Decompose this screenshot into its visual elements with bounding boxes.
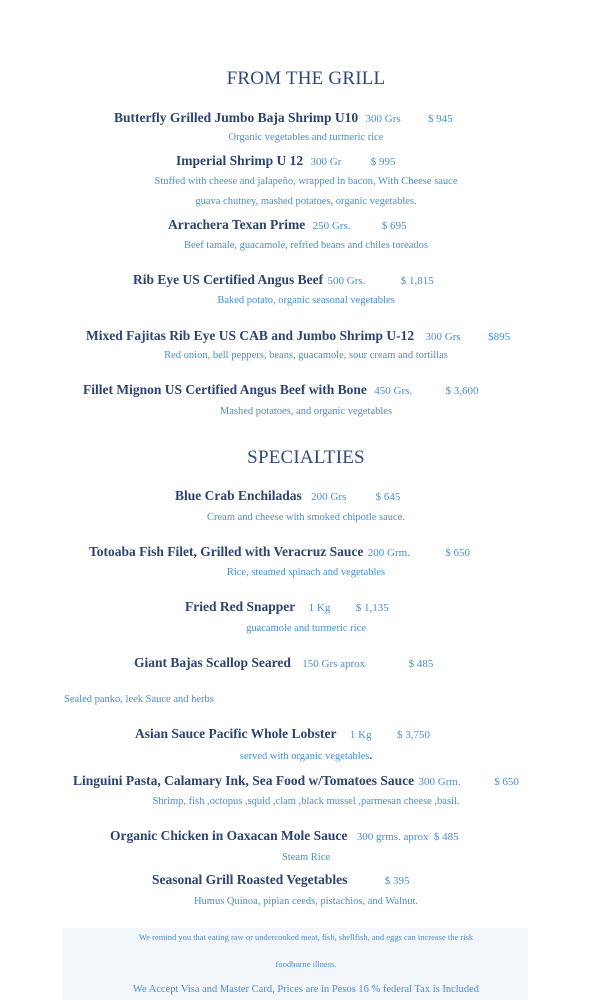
menu-item-grill-4 [86, 328, 510, 344]
item-weight: 300 Grm. [418, 776, 461, 788]
item-name: Arrachera Texan Prime [168, 217, 306, 232]
item-price: $ 945 [428, 113, 453, 125]
item-description [0, 751, 612, 762]
item-name: Rib Eye US Certified Angus Beef [133, 272, 324, 287]
item-weight: 1 Kg [308, 602, 331, 614]
item-name: Organic Chicken in Oaxacan Mole Sauce [110, 828, 348, 843]
item-name: Giant Bajas Scallop Seared [134, 655, 291, 670]
item-price: $ 995 [370, 156, 396, 168]
item-price: $ 695 [381, 220, 407, 232]
menu-item-grill-2 [168, 217, 407, 233]
footer-warning-line-1: We remind you that eating raw or undercooked meat, fish, shellfish, and eggs can increase the risk [138, 932, 474, 942]
item-name: Butterfly Grilled Jumbo Baja Shrimp U10 [114, 110, 359, 125]
item-name: Fillet Mignon US Certified Angus Beef with Bone [83, 382, 367, 397]
menu-item-specialty-6 [110, 828, 459, 844]
item-description-text: served with organic vegetables [239, 751, 370, 762]
menu-item-specialty-3 [134, 655, 433, 671]
item-description: Red onion, bell peppers, beans, guacamole, sour cream and tortillas [164, 350, 448, 361]
item-description: Sealed panko, leek Sauce and herbs [64, 694, 214, 705]
item-description: Stuffed with cheese and jalapeño, wrapped in bacon, With Cheese sauce [154, 176, 458, 187]
item-name: Fried Red Snapper [185, 599, 296, 614]
menu-item-grill-1 [176, 153, 396, 169]
item-price: $ 645 [375, 491, 401, 503]
item-weight: 500 Grs. [327, 275, 366, 287]
item-description: Organic vegetables and turmeric rice [228, 132, 384, 143]
item-description: Rice, steamed spinach and vegetables [226, 567, 386, 578]
item-price: $ 650 [494, 776, 519, 788]
item-price: $ 485 [408, 658, 434, 670]
item-weight: 250 Grs. [312, 220, 351, 232]
item-description: guacamole and turmeric rice [246, 623, 366, 634]
item-price: $ 485 [433, 831, 459, 843]
item-description: Mashed potatoes, and organic vegetables [219, 406, 393, 417]
item-price: $ 1,815 [400, 275, 434, 287]
menu-item-specialty-7 [152, 872, 410, 888]
item-name: Blue Crab Enchiladas [175, 488, 302, 503]
item-weight: 1 Kg [349, 729, 372, 741]
item-description-period: . [369, 751, 373, 762]
menu-item-specialty-4 [135, 726, 430, 742]
item-price: $ 650 [445, 547, 471, 559]
item-price: $ 1,135 [355, 602, 389, 614]
item-weight: 200 Grs [311, 491, 347, 503]
menu-item-specialty-2 [185, 599, 389, 615]
menu-item-grill-3 [133, 272, 434, 288]
item-description: Shrimp, fish ,octopus ,squid ,clam ,black mussel ,parmesan cheese ,basil. [152, 796, 460, 807]
section-title-specialties: SPECIALTIES [247, 447, 365, 468]
item-description: Beef tamale, guacamole, refried beans and chiles toreados [183, 240, 428, 251]
item-weight: 300 grms. aprox [356, 831, 429, 843]
footer-warning-line-2: foodborne illness. [275, 959, 337, 969]
item-name: Totoaba Fish Filet, Grilled with Veracruz Sauce [89, 544, 364, 559]
item-description: Steam Rice [281, 852, 331, 863]
item-name: Linguini Pasta, Calamary Ink, Sea Food w/Tomatoes Sauce [73, 773, 415, 788]
item-weight: 150 Grs aprox [302, 658, 366, 670]
item-weight: 300 Grs [425, 331, 461, 343]
menu-item-specialty-1 [89, 544, 470, 560]
item-name: Mixed Fajitas Rib Eye US CAB and Jumbo Shrimp U-12 [86, 328, 415, 343]
section-title-grill: FROM THE GRILL [226, 68, 386, 89]
item-description: guava chutney, mashed potatoes, organic vegetables. [195, 196, 417, 207]
item-price: $ 3,600 [445, 385, 479, 397]
menu-item-grill-5 [83, 382, 479, 398]
item-price: $895 [488, 331, 511, 343]
item-weight: 450 Grs. [374, 385, 413, 397]
item-price: $ 395 [384, 875, 410, 887]
item-name: Imperial Shrimp U 12 [176, 153, 304, 168]
item-weight: 200 Grm. [367, 547, 410, 559]
item-description: Baked potato, organic seasonal vegetables [217, 295, 395, 306]
menu-item-grill-0 [114, 110, 453, 126]
item-weight: 300 Grs [365, 113, 401, 125]
menu-item-specialty-0 [175, 488, 400, 504]
item-price: $ 3,750 [396, 729, 430, 741]
item-name: Seasonal Grill Roasted Vegetables [152, 872, 348, 887]
item-weight: 300 Gr [310, 156, 342, 168]
footer-payment-notice: We Accept Visa and Master Card, Prices are in Pesos 16 % federal Tax is Included [132, 984, 480, 995]
item-name: Asian Sauce Pacific Whole Lobster [135, 726, 337, 741]
item-description: Cream and cheese with smoked chipotle sauce. [207, 512, 405, 523]
menu-item-specialty-5 [73, 773, 519, 789]
item-description: Humus Quinoa, pipian ceeds, pistachios, and Walnut. [193, 896, 419, 907]
